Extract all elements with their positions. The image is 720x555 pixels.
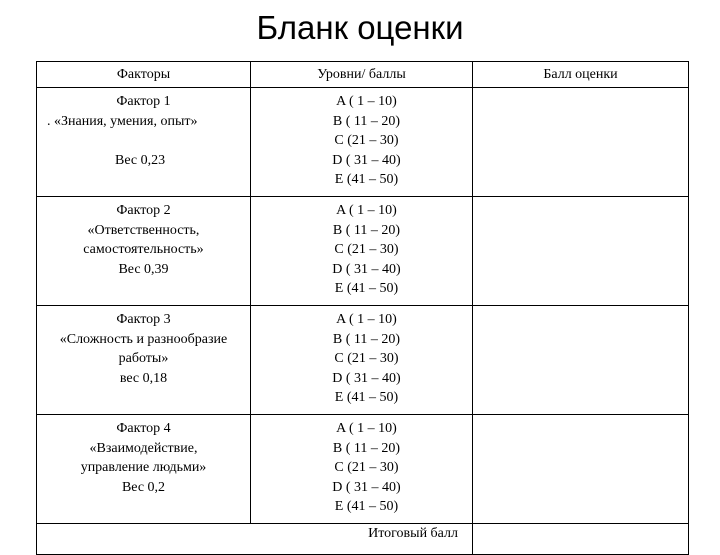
total-label: Итоговый балл	[368, 526, 458, 541]
levels-cell	[251, 415, 473, 524]
level-item: D ( 31 – 40)	[332, 152, 401, 168]
level-item: D ( 31 – 40)	[332, 370, 401, 386]
factor-name: Фактор 3	[116, 312, 171, 327]
score-input-cell[interactable]	[473, 197, 689, 306]
factor-description: управление людьми»	[80, 460, 207, 475]
level-item: E (41 – 50)	[334, 172, 399, 187]
factor-name: Фактор 4	[116, 421, 171, 436]
factor-name: Фактор 1	[116, 94, 171, 109]
factor-cell	[37, 197, 251, 306]
factor-description: «Взаимодействие,	[89, 440, 198, 456]
score-input-cell[interactable]	[473, 88, 689, 197]
factor-weight: Вес 0,23	[115, 152, 166, 168]
total-label-cell	[37, 524, 473, 555]
factor-cell	[37, 415, 251, 524]
factor-cell	[37, 306, 251, 415]
levels-cell	[251, 88, 473, 197]
level-item: A ( 1 – 10)	[336, 94, 397, 109]
factor-row	[37, 88, 689, 197]
score-input-cell[interactable]	[473, 415, 689, 524]
level-item: C (21 – 30)	[334, 351, 399, 366]
level-item: B ( 11 – 20)	[332, 440, 401, 456]
level-item: A ( 1 – 10)	[336, 312, 397, 327]
level-item: A ( 1 – 10)	[336, 421, 397, 436]
level-item: E (41 – 50)	[334, 281, 399, 296]
factor-cell	[37, 88, 251, 197]
evaluation-table	[36, 61, 689, 555]
header-levels: Уровни/ баллы	[251, 62, 473, 88]
factor-description: . «Знания, умения, опыт»	[47, 113, 198, 129]
factor-description: «Ответственность,	[87, 222, 200, 238]
level-item: E (41 – 50)	[334, 499, 399, 514]
header-row	[37, 62, 689, 88]
header-factors: Факторы	[37, 62, 251, 88]
total-row	[37, 524, 689, 555]
level-item: B ( 11 – 20)	[332, 113, 401, 129]
page-title: Бланк оценки	[256, 9, 464, 46]
score-input-cell[interactable]	[473, 306, 689, 415]
level-item: B ( 11 – 20)	[332, 222, 401, 238]
factor-row	[37, 306, 689, 415]
factor-description: работы»	[118, 351, 169, 366]
level-item: B ( 11 – 20)	[332, 331, 401, 347]
levels-cell	[251, 197, 473, 306]
total-score-cell[interactable]	[473, 524, 689, 555]
level-item: C (21 – 30)	[334, 133, 399, 148]
header-score: Балл оценки	[473, 62, 689, 88]
levels-cell	[251, 306, 473, 415]
level-item: D ( 31 – 40)	[332, 261, 401, 277]
factor-row	[37, 197, 689, 306]
level-item: C (21 – 30)	[334, 242, 399, 257]
factor-weight: Вес 0,2	[121, 479, 166, 495]
level-item: A ( 1 – 10)	[336, 203, 397, 218]
level-item: D ( 31 – 40)	[332, 479, 401, 495]
factor-weight: вес 0,18	[119, 370, 168, 386]
level-item: C (21 – 30)	[334, 460, 399, 475]
factor-weight: Вес 0,39	[118, 261, 169, 277]
factor-description: самостоятельность»	[83, 242, 204, 257]
factor-description: «Сложность и разнообразие	[59, 331, 228, 347]
level-item: E (41 – 50)	[334, 390, 399, 405]
factor-name: Фактор 2	[116, 203, 171, 218]
factor-row	[37, 415, 689, 524]
